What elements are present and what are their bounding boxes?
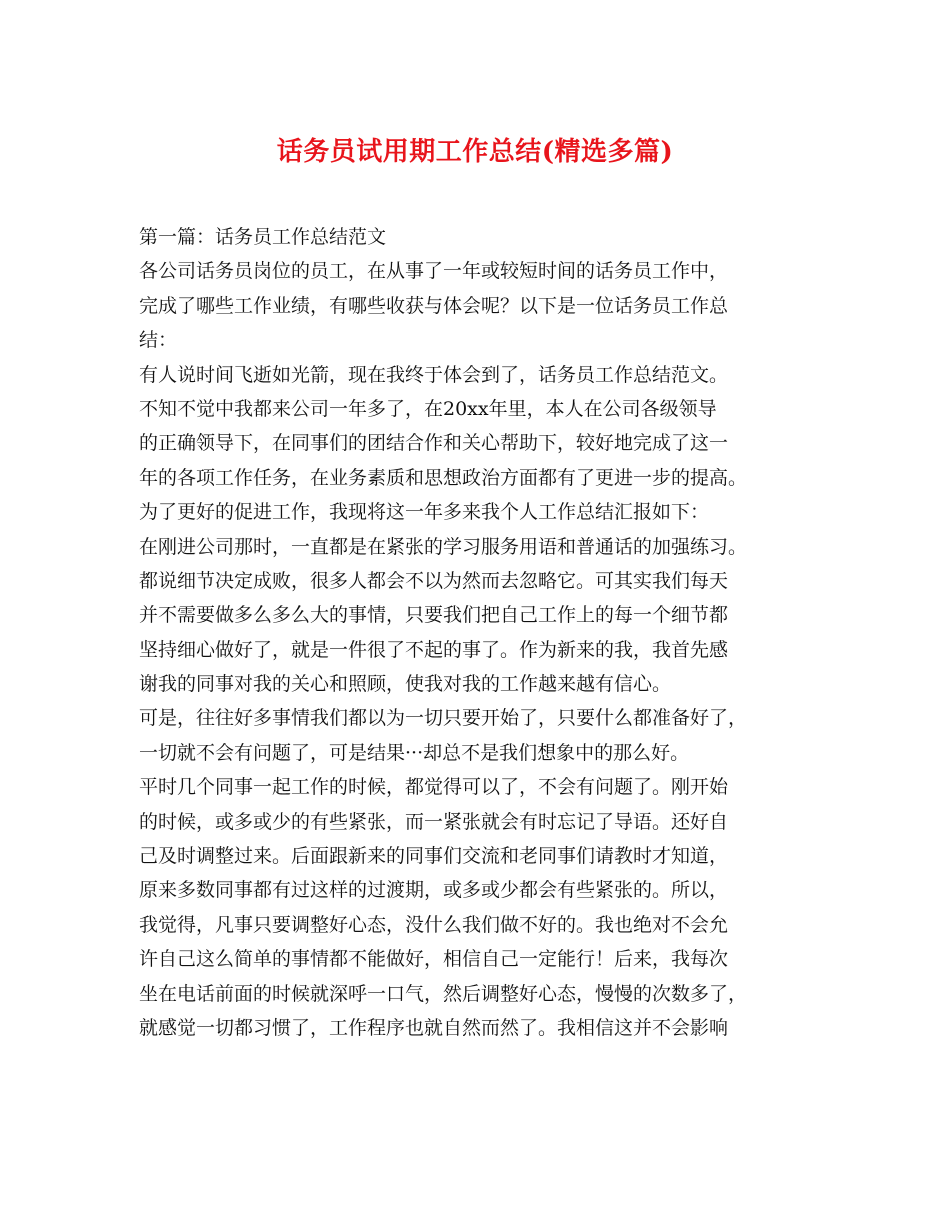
body-line: 平时几个同事一起工作的时候，都觉得可以了，不会有问题了。刚开始 [139, 776, 729, 799]
body-line: 许自己这么简单的事情都不能做好，相信自己一定能行！后来，我每次 [139, 948, 729, 971]
body-line: 在刚进公司那时，一直都是在紧张的学习服务用语和普通话的加强练习。 [139, 535, 748, 558]
body-line: 原来多数同事都有过这样的过渡期，或多或少都会有些紧张的。所以， [139, 879, 729, 902]
body-line: 己及时调整过来。后面跟新来的同事们交流和老同事们请教时才知道， [139, 845, 729, 868]
body-line: 坚持细心做好了，就是一件很了不起的事了。作为新来的我，我首先感 [139, 638, 729, 661]
body-line: 可是，往往好多事情我们都以为一切只要开始了，只要什么都准备好了， [139, 707, 748, 730]
body-line: 都说细节决定成败，很多人都会不以为然而去忽略它。可其实我们每天 [139, 569, 729, 592]
body-line: 一切就不会有问题了，可是结果···却总不是我们想象中的那么好。 [139, 741, 690, 764]
section-heading: 第一篇：话务员工作总结范文 [139, 226, 387, 248]
body-line: 为了更好的促进工作，我现将这一年多来我个人工作总结汇报如下： [139, 501, 710, 524]
body-line: 并不需要做多么多么大的事情，只要我们把自己工作上的每一个细节都 [139, 604, 729, 627]
body-line: 坐在电话前面的时候就深呼一口气，然后调整好心态，慢慢的次数多了， [139, 982, 748, 1005]
body-line: 各公司话务员岗位的员工，在从事了一年或较短时间的话务员工作中， [139, 260, 729, 283]
body-line: 不知不觉中我都来公司一年多了，在20xx年里，本人在公司各级领导 [139, 397, 717, 420]
body-line: 的时候，或多或少的有些紧张，而一紧张就会有时忘记了导语。还好自 [139, 810, 729, 833]
body-line: 谢我的同事对我的关心和照顾，使我对我的工作越来越有信心。 [139, 673, 672, 696]
document-body [139, 220, 829, 1045]
body-line: 结： [139, 329, 178, 352]
body-line: 年的各项工作任务，在业务素质和思想政治方面都有了更进一步的提高。 [139, 466, 748, 489]
body-line: 完成了哪些工作业绩，有哪些收获与体会呢？以下是一位话务员工作总 [139, 294, 729, 317]
body-line: 我觉得，凡事只要调整好心态，没什么我们做不好的。我也绝对不会允 [139, 913, 729, 936]
body-line: 就感觉一切都习惯了，工作程序也就自然而然了。我相信这并不会影响 [139, 1016, 729, 1039]
body-line: 有人说时间飞逝如光箭，现在我终于体会到了，话务员工作总结范文。 [139, 363, 729, 386]
body-line: 的正确领导下，在同事们的团结合作和关心帮助下，较好地完成了这一 [139, 432, 729, 455]
document-title: 话务员试用期工作总结(精选多篇) [276, 137, 674, 167]
